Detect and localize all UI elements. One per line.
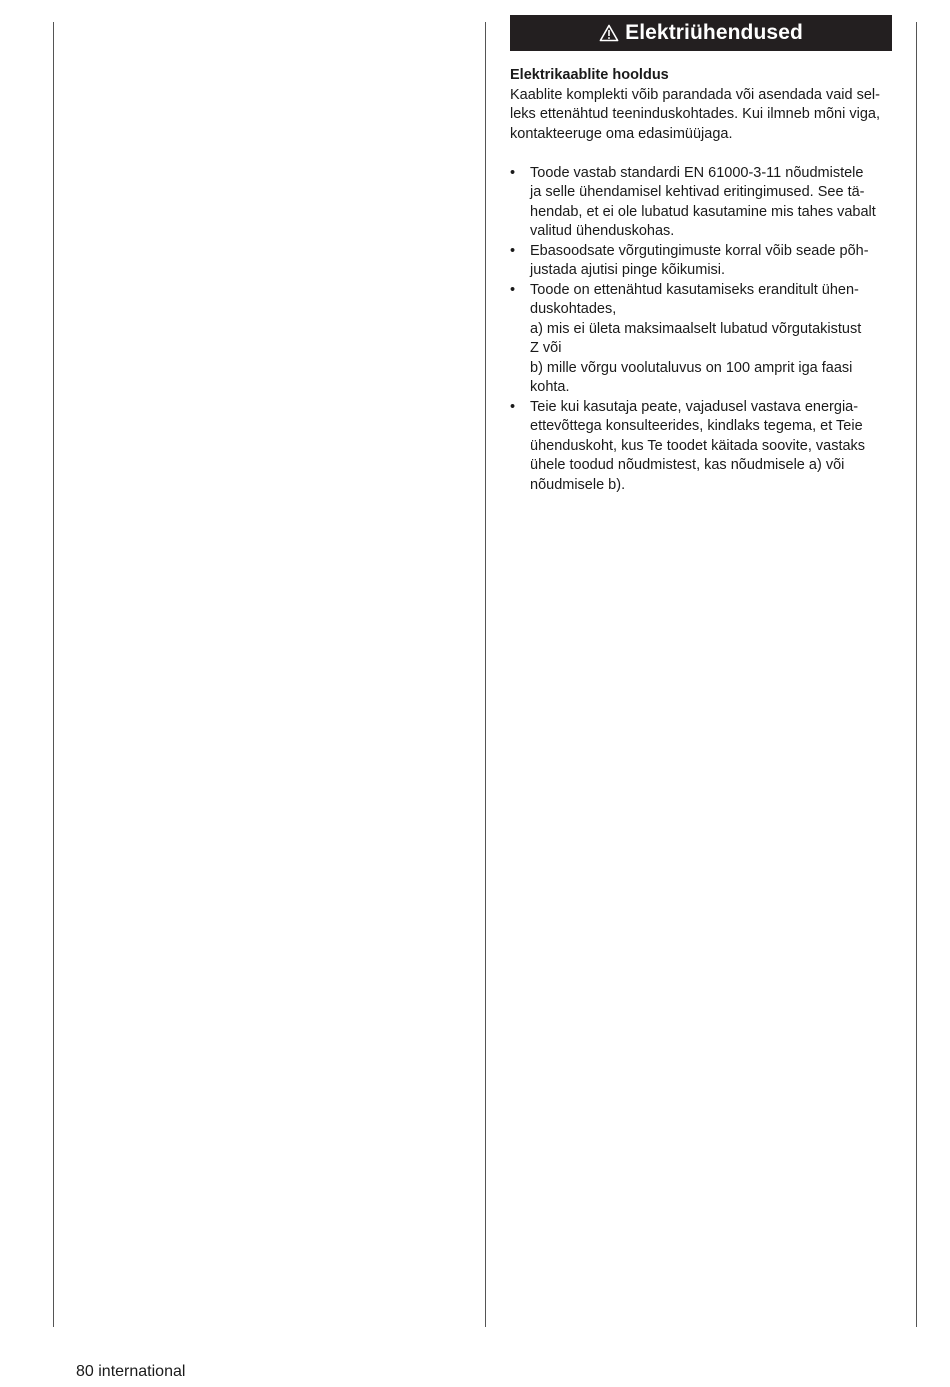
list-item-line: a) mis ei ületa maksimaalselt lubatud võrgutakistust <box>530 320 862 337</box>
bullet-marker: • <box>510 398 516 415</box>
list-item-line: Teie kui kasutaja peate, vajadusel vastava energia- <box>530 398 859 415</box>
left-margin-rule <box>53 22 54 1327</box>
list-item <box>510 242 892 281</box>
paragraph-line: leks ettenähtud teeninduskohtades. Kui ilmneb mõni viga, <box>510 106 880 122</box>
list-item-line: Z või <box>530 340 562 356</box>
bullet-marker: • <box>510 242 516 259</box>
section-header <box>510 15 892 51</box>
right-column <box>510 15 892 495</box>
list-item-line: justada ajutisi pinge kõikumisi. <box>530 262 726 278</box>
warning-triangle-icon <box>599 24 619 42</box>
list-item <box>510 164 892 242</box>
page-number: 80 <box>76 1363 94 1380</box>
list-item-line: ja selle ühendamisel kehtivad eritingimused. See tä- <box>530 184 865 200</box>
right-margin-rule <box>916 22 917 1327</box>
list-item-line: Toode vastab standardi EN 61000-3-11 nõudmistele <box>530 164 864 181</box>
list-item-line: ettevõttega konsulteerides, kindlaks tegema, et Teie <box>530 418 863 434</box>
column-divider-rule <box>485 22 486 1327</box>
list-item-line: duskohtades, <box>530 301 617 317</box>
list-item-line: ühele toodud nõudmistest, kas nõudmisele a) või <box>530 457 845 473</box>
list-item-line: nõudmisele b). <box>530 476 626 493</box>
footer-label: international <box>98 1363 186 1380</box>
list-item-line: Ebasoodsate võrgutingimuste korral võib seade põh- <box>530 242 869 259</box>
list-item <box>510 281 892 398</box>
paragraph-line: Kaablite komplekti võib parandada või asendada vaid sel- <box>510 86 880 103</box>
list-item-line: ühenduskoht, kus Te toodet käitada soovite, vastaks <box>530 437 866 454</box>
cable-care-paragraph <box>510 86 892 145</box>
bullet-marker: • <box>510 281 516 298</box>
cable-care-heading: Elektrikaablite hooldus <box>510 67 669 83</box>
list-item-line: hendab, et ei ole lubatud kasutamine mis tahes vabalt <box>530 203 876 220</box>
section-title: Elektriühendused <box>625 21 803 44</box>
list-item-line: kohta. <box>530 379 570 395</box>
requirements-list <box>510 164 892 496</box>
list-item-line: valitud ühenduskohas. <box>530 223 675 239</box>
paragraph-line: kontakteeruge oma edasimüüjaga. <box>510 125 733 142</box>
list-item-line: Toode on ettenähtud kasutamiseks eranditult ühen- <box>530 281 859 298</box>
bullet-marker: • <box>510 164 516 181</box>
list-item <box>510 398 892 496</box>
page-footer <box>76 1362 185 1382</box>
list-item-line: b) mille võrgu voolutaluvus on 100 amprit iga faasi <box>530 359 853 376</box>
